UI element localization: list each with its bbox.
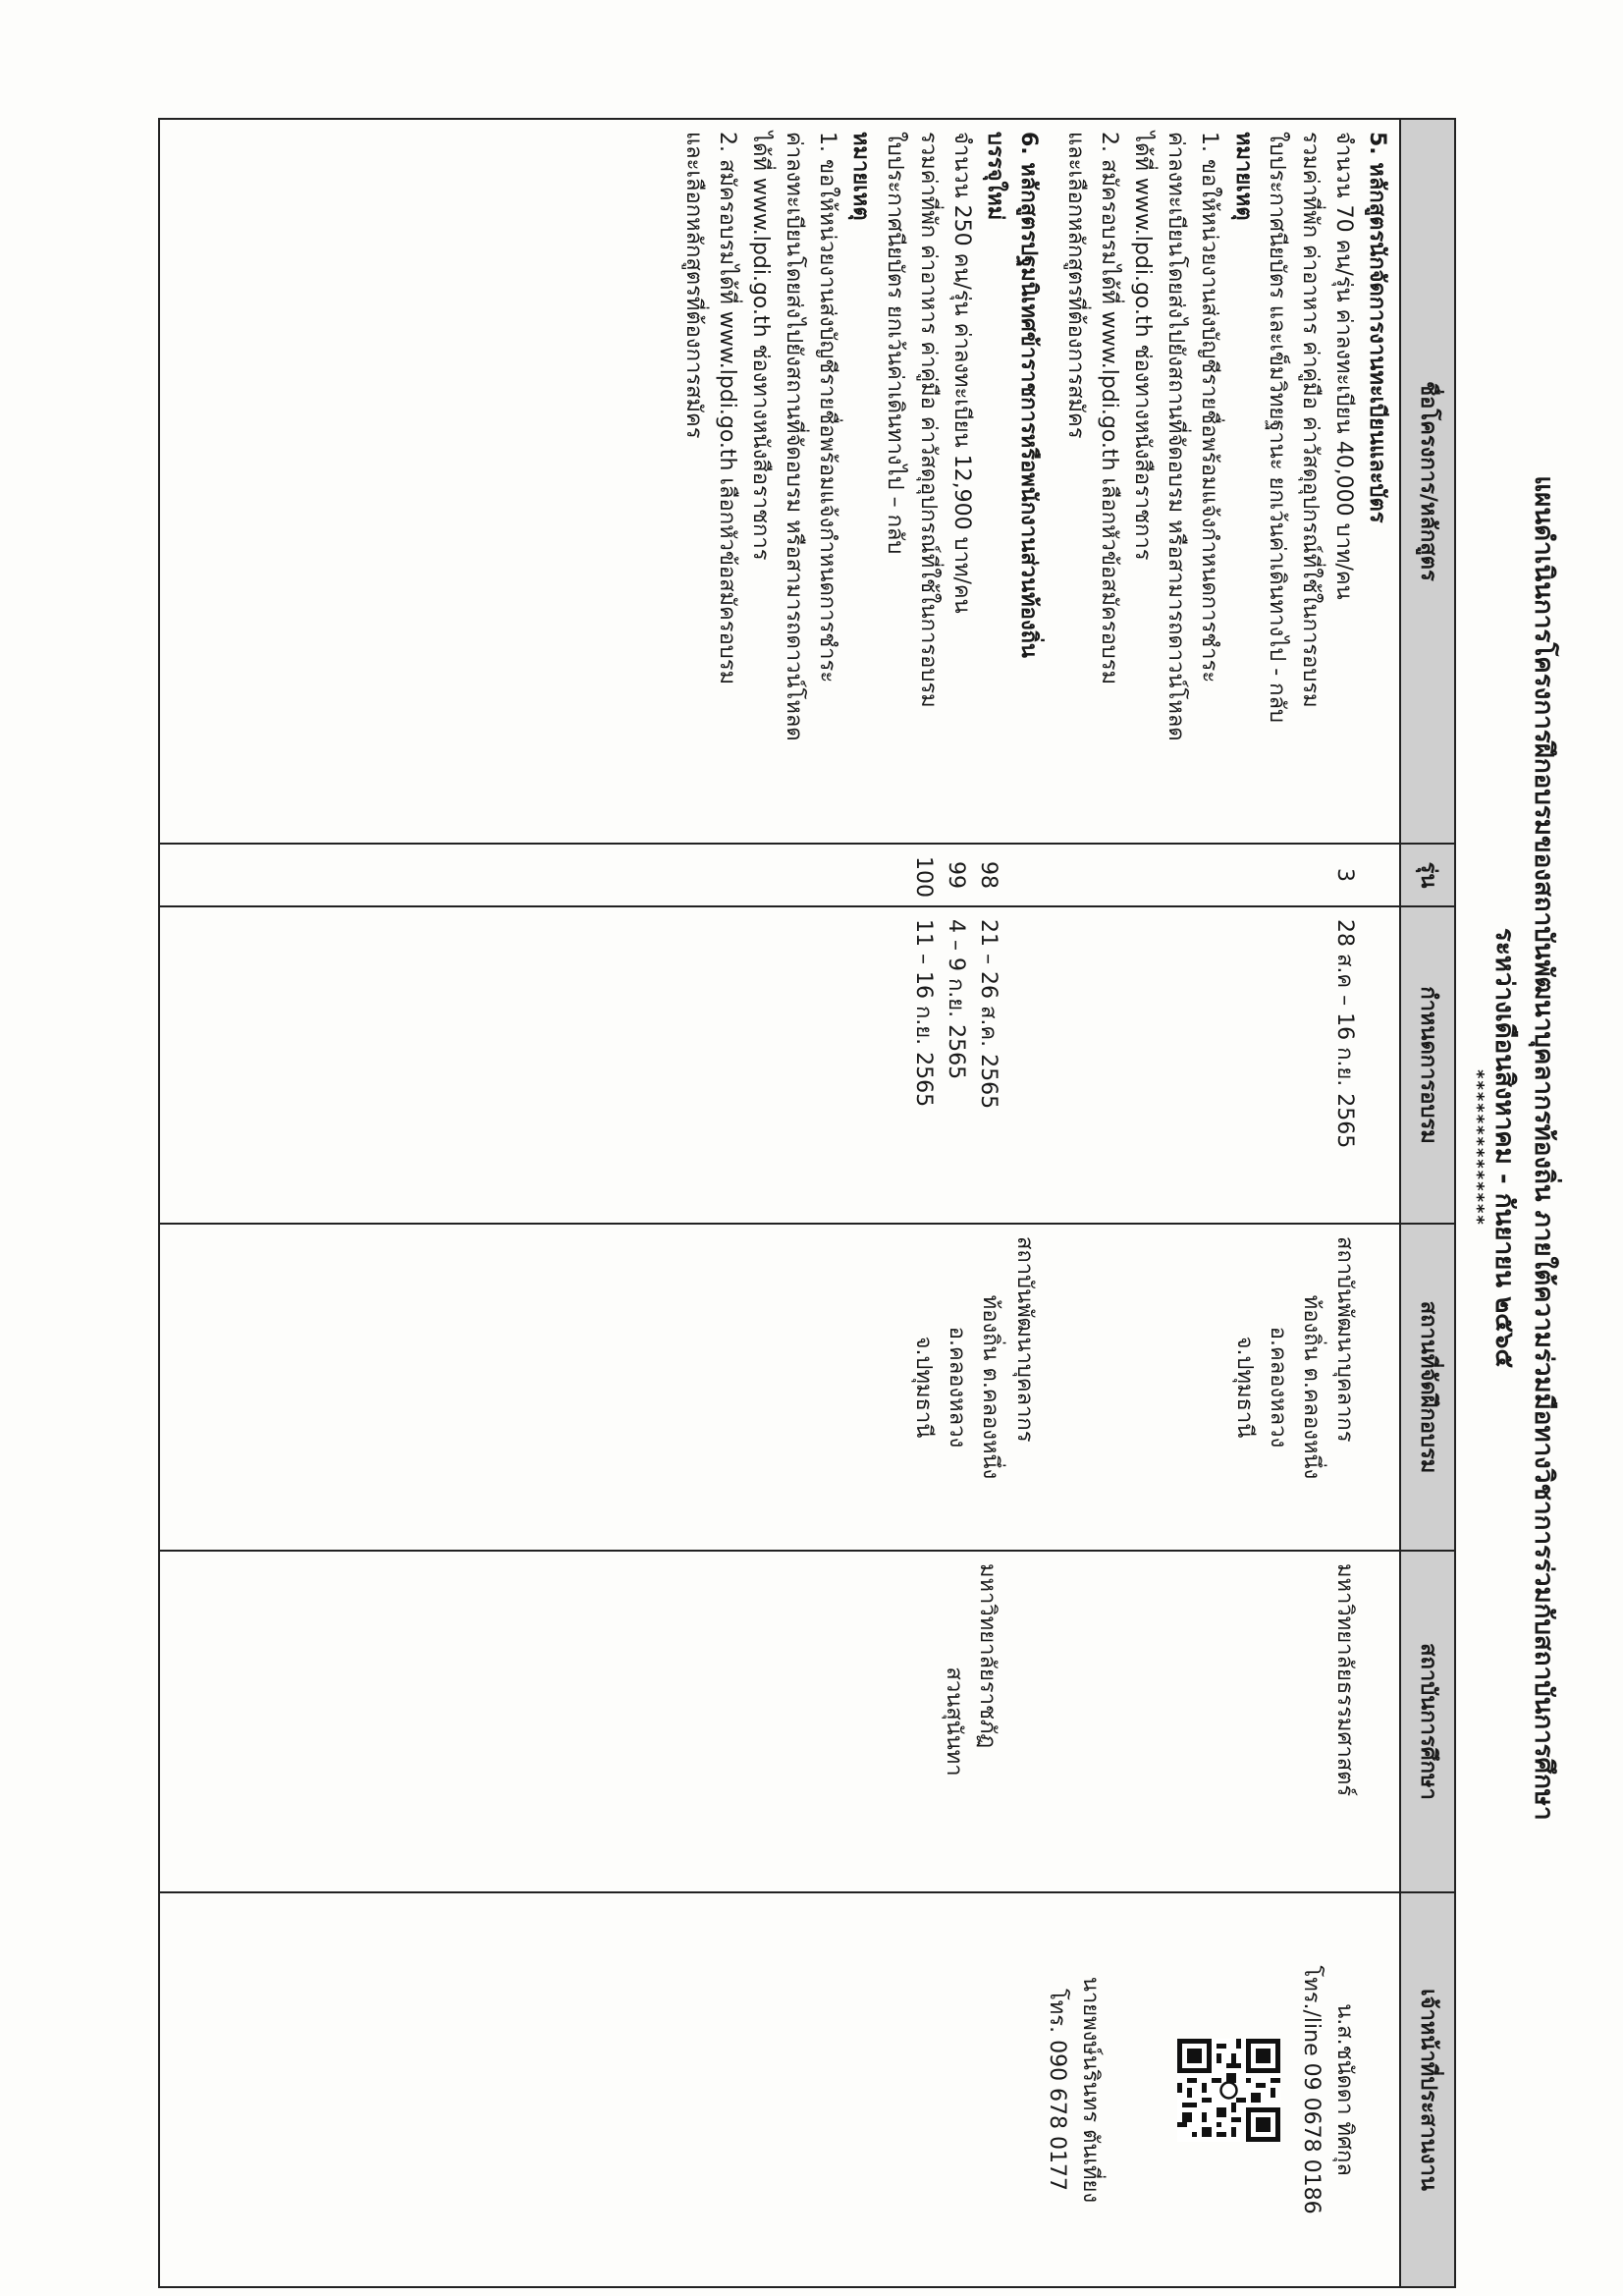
course5-contact-name: น.ส.ชนัดดา ทิศกุล xyxy=(1331,2003,1357,2176)
course5-run: 3 xyxy=(1331,868,1357,882)
contact-cell xyxy=(159,1892,1400,2287)
course5-note-2b: และเลือกหลักสูตรที่ต้องการสมัคร xyxy=(1063,132,1089,439)
course5-date: 28 ส.ค – 16 ก.ย. 2565 xyxy=(1331,919,1357,1149)
course6-title-1: 6. หลักสูตรปฐมนิเทศข้าราชการหรือพนักงานส่วนท้องถิ่น xyxy=(1015,132,1041,658)
course6-venue-4: จ.ปทุมธานี xyxy=(911,1336,937,1439)
training-schedule-table xyxy=(158,118,1456,2288)
course6-venue-1: สถาบันพัฒนาบุคลากร xyxy=(1011,1236,1037,1443)
course5-venue-4: จ.ปทุมธานี xyxy=(1231,1336,1257,1439)
course6-date-2: 4 – 9 ก.ย. 2565 xyxy=(943,919,968,1080)
course5-contact-phone: โทร./line 09 0678 0186 xyxy=(1298,1965,1324,2214)
course6-contact-name: นายพงษ์นรินทร ตันเที่ยง xyxy=(1077,1976,1103,2204)
course6-note-2a: 2. สมัครอบรมได้ที่ www.lpdi.go.th เลือกหัวข้อสมัครอบรม xyxy=(715,132,740,685)
course5-detail-2: ใบประกาศนียบัตร และเข็มวิทยฐานะ ยกเว้นค่าเดินทางไป - กลับ xyxy=(1264,132,1289,723)
header-date: กำหนดการอบรม xyxy=(1400,906,1455,1224)
venue-cell xyxy=(159,1224,1400,1551)
course6-venue-2: ท้องถิ่น ต.คลองหนึ่ง xyxy=(978,1294,1003,1480)
course6-fee: จำนวน 250 คน/รุ่น ค่าลงทะเบียน 12,900 บาท/คน xyxy=(948,132,974,614)
header-contact: เจ้าหน้าที่ประสานงาน xyxy=(1400,1892,1455,2287)
document-period: ระหว่างเดือนสิงหาคม - กันยายน ๒๕๖๕ xyxy=(1489,927,1519,1369)
course6-note-label: หมายเหตุ xyxy=(848,132,874,221)
table-row xyxy=(159,119,1400,2287)
course6-detail-1: รวมค่าที่พัก ค่าอาหาร ค่าคู่มือ ค่าวัสดุอุปกรณ์ที่ใช้ในการอบรม xyxy=(915,132,941,708)
header-course: ชื่อโครงการ/หลักสูตร xyxy=(1400,119,1455,844)
date-cell xyxy=(159,906,1400,1224)
course5-venue-2: ท้องถิ่น ต.คลองหนึ่ง xyxy=(1298,1294,1324,1480)
course6-note-1a: 1. ขอให้หน่วยงานส่งบัญชีรายชื่อพร้อมแจ้งกำหนดการชำระ xyxy=(815,132,840,683)
title-separator: ************** xyxy=(1467,1069,1488,1227)
course5-note-2a: 2. สมัครอบรมได้ที่ www.lpdi.go.th เลือกหัวข้อสมัครอบรม xyxy=(1097,132,1122,685)
course6-note-2b: และเลือกหลักสูตรที่ต้องการสมัคร xyxy=(681,132,707,439)
course6-date-3: 11 – 16 ก.ย. 2565 xyxy=(910,919,936,1108)
document-title: แผนดำเนินการโครงการฝึกอบรมของสถาบันพัฒนาบุคลากรท้องถิ่น ภายใต้ความร่วมมือทางวิชาการร่วมกับสถาบันการศึกษา xyxy=(1529,475,1558,1821)
course5-institution: มหาวิทยาลัยธรรมศาสตร์ xyxy=(1331,1563,1357,1797)
course5-note-label: หมายเหตุ xyxy=(1230,132,1256,221)
header-venue: สถานที่จัดฝึกอบรม xyxy=(1400,1224,1455,1551)
course6-note-1c: ได้ที่ www.lpdi.go.th ช่องทางหนังสือราชการ xyxy=(748,132,774,561)
table-header-row xyxy=(1400,119,1455,2287)
header-run: รุ่น xyxy=(1400,844,1455,906)
course5-note-1c: ได้ที่ www.lpdi.go.th ช่องทางหนังสือราชการ xyxy=(1130,132,1156,561)
institution-cell xyxy=(159,1551,1400,1892)
course6-contact-phone: โทร. 090 678 0177 xyxy=(1044,1988,1069,2192)
course5-fee: จำนวน 70 คน/รุ่น ค่าลงทะเบียน 40,000 บาท/คน xyxy=(1330,132,1356,600)
course6-venue-3: อ.คลองหลวง xyxy=(945,1326,970,1449)
course-cell xyxy=(159,119,1400,844)
course6-run-1: 98 xyxy=(975,861,1001,889)
course5-title: 5. หลักสูตรนักจัดการงานทะเบียนและบัตร xyxy=(1364,132,1389,523)
course6-title-2: บรรจุใหม่ xyxy=(982,132,1007,221)
course5-venue-1: สถาบันพัฒนาบุคลากร xyxy=(1331,1236,1357,1443)
run-cell xyxy=(159,844,1400,906)
course6-institution-1: มหาวิทยาลัยราชภัฏ xyxy=(974,1563,1000,1749)
qr-code-icon[interactable] xyxy=(1177,2039,1280,2142)
course5-detail-1: รวมค่าที่พัก ค่าอาหาร ค่าคู่มือ ค่าวัสดุอุปกรณ์ที่ใช้ในการอบรม xyxy=(1297,132,1323,708)
course6-run-2: 99 xyxy=(943,861,968,889)
course6-date-1: 21 – 26 ส.ค. 2565 xyxy=(975,919,1001,1110)
course5-venue-3: อ.คลองหลวง xyxy=(1265,1326,1290,1449)
course5-note-1a: 1. ขอให้หน่วยงานส่งบัญชีรายชื่อพร้อมแจ้งกำหนดการชำระ xyxy=(1197,132,1222,683)
course6-note-1b: ค่าลงทะเบียนโดยส่งไปยังสถานที่จัดอบรม หรือสามารถดาวน์โหลด xyxy=(782,132,807,741)
header-institution: สถาบันการศึกษา xyxy=(1400,1551,1455,1892)
course6-institution-2: สวนสุนันทา xyxy=(941,1667,966,1777)
course5-note-1b: ค่าลงทะเบียนโดยส่งไปยังสถานที่จัดอบรม หรือสามารถดาวน์โหลด xyxy=(1163,132,1189,741)
course6-detail-2: ใบประกาศนียบัตร ยกเว้นค่าเดินทางไป – กลับ xyxy=(882,132,907,555)
course6-run-3: 100 xyxy=(910,856,936,898)
